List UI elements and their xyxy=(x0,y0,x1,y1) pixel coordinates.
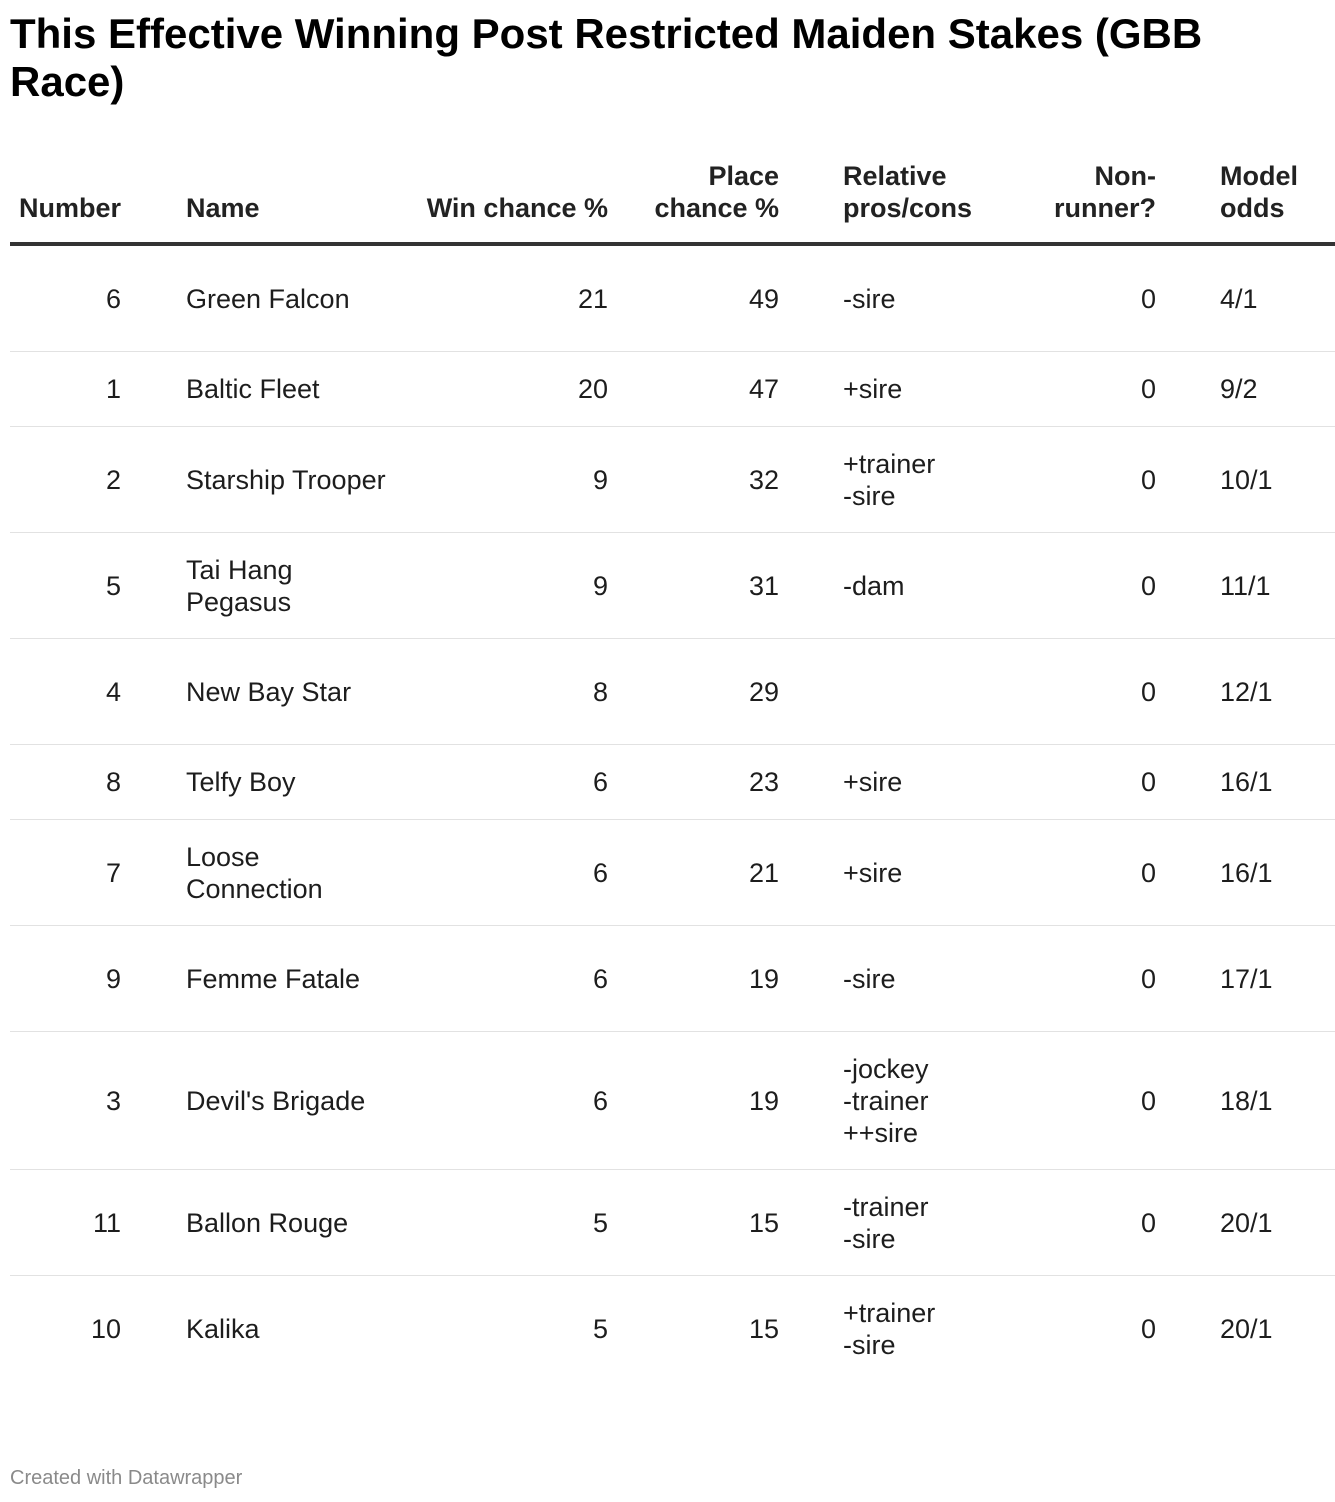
cell-number: 5 xyxy=(10,533,121,639)
cell-model-odds: 16/1 xyxy=(1156,745,1335,820)
pros-cons-item: ++sire xyxy=(843,1117,919,1148)
pros-cons-item: +sire xyxy=(843,857,903,888)
pros-cons-item: -dam xyxy=(843,570,905,601)
table-row xyxy=(10,820,1335,926)
cell-name xyxy=(121,533,386,639)
cell-model-odds: 17/1 xyxy=(1156,926,1335,1032)
cell-pros-cons xyxy=(779,244,1044,352)
pros-cons-item: -sire xyxy=(843,1223,896,1254)
cell-name xyxy=(121,352,386,427)
pros-cons-item: -sire xyxy=(843,283,896,314)
table-row xyxy=(10,926,1335,1032)
cell-win-chance: 6 xyxy=(386,926,608,1032)
cell-model-odds: 20/1 xyxy=(1220,1313,1273,1344)
cell-place-chance: 23 xyxy=(608,745,779,820)
horse-name: Tai Hang Pegasus xyxy=(186,554,293,617)
cell-model-odds: 18/1 xyxy=(1156,1032,1335,1170)
cell-pros-cons xyxy=(779,1032,1044,1170)
cell-pros-cons xyxy=(779,926,1044,1032)
pros-cons-item: +sire xyxy=(843,374,903,404)
pros-cons-item: +sire xyxy=(843,767,903,797)
race-table xyxy=(10,160,1335,1381)
cell-model-odds: 20/1 xyxy=(1156,1170,1335,1276)
horse-name: New Bay Star xyxy=(186,676,352,707)
cell-win-chance: 5 xyxy=(386,1170,608,1276)
cell-pros-cons xyxy=(779,1170,1044,1276)
horse-name: Green Falcon xyxy=(186,283,350,314)
cell-pros-cons xyxy=(779,352,1044,427)
cell-non-runner: 0 xyxy=(1044,1032,1156,1170)
cell-win-chance: 6 xyxy=(386,745,608,820)
header-non-runner: Non-runner? xyxy=(1044,160,1156,244)
cell-model-odds: 16/1 xyxy=(1156,820,1335,926)
cell-place-chance: 31 xyxy=(608,533,779,639)
table-row xyxy=(10,1032,1335,1170)
cell-name xyxy=(121,1276,386,1382)
cell-name xyxy=(121,639,386,745)
cell-non-runner: 0 xyxy=(1044,745,1156,820)
header-win-chance: Win chance % xyxy=(386,160,608,244)
cell-number: 4 xyxy=(10,639,121,745)
cell-non-runner: 0 xyxy=(1044,820,1156,926)
table-row xyxy=(10,244,1335,352)
cell-win-chance: 9 xyxy=(386,533,608,639)
cell-non-runner: 0 xyxy=(1044,1170,1156,1276)
cell-name xyxy=(121,1170,386,1276)
cell-win-chance: 6 xyxy=(386,820,608,926)
cell-name xyxy=(121,244,386,352)
cell-place-chance: 19 xyxy=(608,1032,779,1170)
cell-number: 11 xyxy=(10,1170,121,1276)
header-place-chance: Place chance % xyxy=(608,160,779,244)
cell-number: 8 xyxy=(10,745,121,820)
horse-name: Telfy Boy xyxy=(186,767,296,797)
cell-pros-cons xyxy=(779,639,1044,745)
cell-number: 10 xyxy=(90,1313,121,1344)
pros-cons-item: -sire xyxy=(843,480,896,511)
cell-number: 3 xyxy=(10,1032,121,1170)
horse-name: Baltic Fleet xyxy=(186,374,320,404)
cell-place-chance: 21 xyxy=(608,820,779,926)
cell-non-runner: 0 xyxy=(1044,427,1156,533)
cell-name xyxy=(121,1032,386,1170)
header-pros-cons: Relative pros/cons xyxy=(779,160,1044,244)
cell-non-runner: 0 xyxy=(1140,1313,1156,1344)
cell-place-chance: 47 xyxy=(608,352,779,427)
table-header-row xyxy=(10,160,1335,244)
cell-non-runner: 0 xyxy=(1044,926,1156,1032)
cell-number: 7 xyxy=(10,820,121,926)
cell-pros-cons xyxy=(779,745,1044,820)
cell-number: 6 xyxy=(10,244,121,352)
cell-non-runner: 0 xyxy=(1044,352,1156,427)
pros-cons-item: +trainer xyxy=(843,448,936,479)
cell-model-odds: 9/2 xyxy=(1156,352,1335,427)
table-row xyxy=(10,1276,1335,1382)
cell-place-chance: 32 xyxy=(608,427,779,533)
cell-model-odds: 4/1 xyxy=(1156,244,1335,352)
cell-number: 9 xyxy=(10,926,121,1032)
horse-name: Kalika xyxy=(186,1313,260,1344)
cell-pros-cons xyxy=(779,820,1044,926)
cell-name xyxy=(121,745,386,820)
table-row xyxy=(10,639,1335,745)
horse-name: Devil's Brigade xyxy=(186,1085,366,1116)
pros-cons-item: +trainer xyxy=(843,1297,936,1328)
cell-place-chance: 29 xyxy=(608,639,779,745)
horse-name: Starship Trooper xyxy=(186,464,386,495)
cell-non-runner: 0 xyxy=(1044,533,1156,639)
cell-win-chance: 9 xyxy=(386,427,608,533)
pros-cons-item: -jockey xyxy=(843,1053,929,1084)
cell-win-chance: 5 xyxy=(592,1313,608,1344)
cell-model-odds: 11/1 xyxy=(1156,533,1335,639)
cell-model-odds: 12/1 xyxy=(1156,639,1335,745)
pros-cons-item: -sire xyxy=(843,963,896,994)
pros-cons-item: -trainer xyxy=(843,1191,929,1222)
cell-place-chance: 19 xyxy=(608,926,779,1032)
horse-name: Loose Connection xyxy=(186,841,323,904)
table-row xyxy=(10,427,1335,533)
table-row xyxy=(10,1170,1335,1276)
cell-win-chance: 6 xyxy=(386,1032,608,1170)
table-row xyxy=(10,533,1335,639)
header-name: Name xyxy=(121,160,386,244)
cell-number: 2 xyxy=(10,427,121,533)
cell-place-chance: 49 xyxy=(608,244,779,352)
cell-place-chance: 15 xyxy=(608,1170,779,1276)
cell-name xyxy=(121,926,386,1032)
cell-win-chance: 20 xyxy=(386,352,608,427)
chart-title: This Effective Winning Post Restricted Maiden Stakes (GBB Race) xyxy=(10,10,1203,105)
table-row xyxy=(10,745,1335,820)
cell-place-chance: 15 xyxy=(748,1313,779,1344)
table-body xyxy=(10,244,1335,1381)
footer-credit: Created with Datawrapper xyxy=(10,1467,243,1489)
horse-name: Femme Fatale xyxy=(186,963,361,994)
pros-cons-item: -sire xyxy=(843,1329,896,1360)
header-number: Number xyxy=(10,160,121,244)
table-row xyxy=(10,352,1335,427)
cell-win-chance: 21 xyxy=(386,244,608,352)
cell-model-odds: 10/1 xyxy=(1156,427,1335,533)
cell-name xyxy=(121,820,386,926)
cell-pros-cons xyxy=(779,1276,1044,1382)
cell-non-runner: 0 xyxy=(1044,244,1156,352)
cell-non-runner: 0 xyxy=(1044,639,1156,745)
cell-pros-cons xyxy=(779,533,1044,639)
cell-win-chance: 8 xyxy=(386,639,608,745)
horse-name: Ballon Rouge xyxy=(186,1207,349,1238)
cell-name xyxy=(121,427,386,533)
pros-cons-item: -trainer xyxy=(843,1085,929,1116)
cell-pros-cons xyxy=(779,427,1044,533)
header-model-odds: Model odds xyxy=(1156,160,1335,244)
cell-number: 1 xyxy=(10,352,121,427)
